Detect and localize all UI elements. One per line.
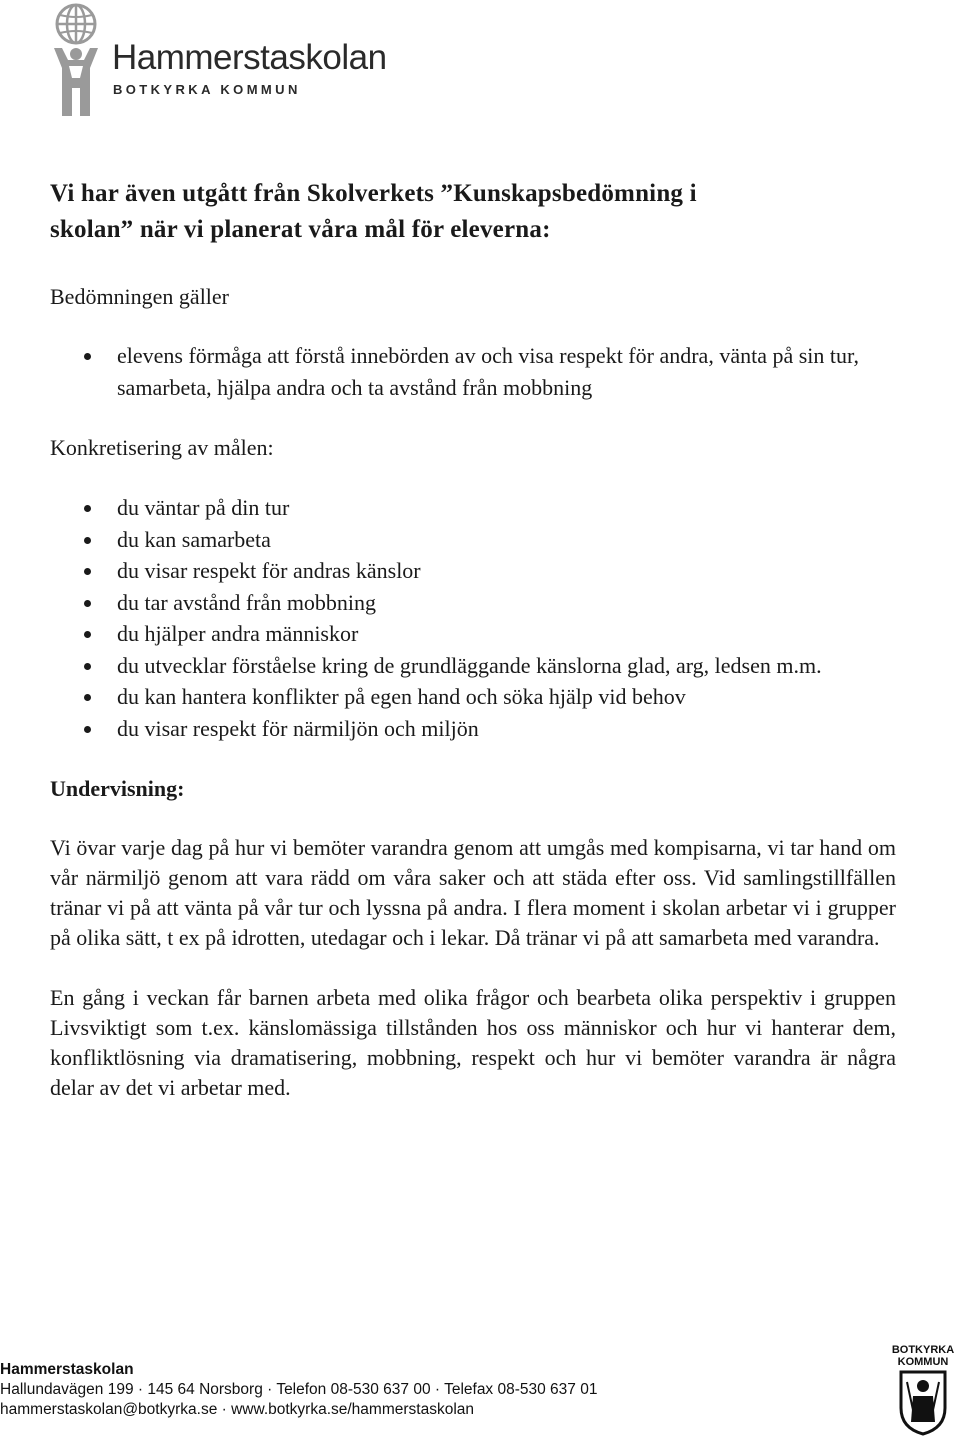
header-logo <box>50 2 470 120</box>
municipality-emblem <box>886 1340 960 1437</box>
list-item: du kan hantera konflikter på egen hand och söka hjälp vid behov <box>117 681 896 713</box>
assessment-list <box>50 340 896 403</box>
list-item: du kan samarbeta <box>117 524 896 556</box>
footer <box>0 1360 597 1420</box>
list-item: du väntar på din tur <box>117 492 896 524</box>
document-body <box>50 176 896 1103</box>
intro-heading <box>50 176 896 248</box>
teaching-paragraph-1: Vi övar varje dag på hur vi bemöter varandra genom att umgås med kompisarna, vi tar hand om vår närmiljö genom att vara rädd om våra saker och att städa efter oss. Vid samlingstillfällen tränar vi på att vänta på vår tur och lyssna på andra. I flera moment i skolan arbetar vi i grupper på olika sätt, t ex på idrotten, utedagar och i lekar. Då tränar vi på att samarbeta med varandra. <box>50 835 896 950</box>
municipality-name-logo: BOTKYRKA KOMMUN <box>113 82 301 97</box>
school-globe-figure-icon <box>50 2 102 118</box>
footer-address: Hallundavägen 199 · 145 64 Norsborg · Telefon 08-530 637 00 · Telefax 08-530 637 01 <box>0 1381 598 1398</box>
emblem-line-1: BOTKYRKA <box>891 1344 955 1356</box>
teaching-label: Undervisning: <box>50 776 185 801</box>
intro-line-1: Vi har även utgått från Skolverkets ”Kunskapsbedömning i <box>50 180 697 207</box>
school-name-logo: Hammerstaskolan <box>112 38 387 77</box>
list-item: du visar respekt för andras känslor <box>117 555 896 587</box>
intro-line-2: skolan” när vi planerat våra mål för eleverna: <box>50 216 551 243</box>
assessment-label: Bedömningen gäller <box>50 284 230 309</box>
list-item: du visar respekt för närmiljön och miljön <box>117 713 896 745</box>
list-item: du tar avstånd från mobbning <box>117 587 896 619</box>
emblem-line-2: KOMMUN <box>897 1356 949 1368</box>
goals-list <box>50 492 896 744</box>
teaching-paragraph-2: En gång i veckan får barnen arbeta med olika frågor och bearbeta olika perspektiv i gruppen Livsviktigt som t.ex. känslomässiga tillstånden hos oss människor och hur vi hanterar dem, konfliktlösning via dramatisering, mobbning, respekt och hur vi bemöter varandra är några delar av det vi arbetar med. <box>50 985 896 1100</box>
list-item: du hjälper andra människor <box>117 618 896 650</box>
footer-contact: hammerstaskolan@botkyrka.se · www.botkyrka.se/hammerstaskolan <box>0 1401 475 1418</box>
list-item: du utvecklar förståelse kring de grundläggande känslorna glad, arg, ledsen m.m. <box>117 650 896 682</box>
goals-label: Konkretisering av målen: <box>50 435 274 460</box>
footer-school-name: Hammerstaskolan <box>0 1361 134 1378</box>
coat-of-arms-icon <box>899 1370 947 1436</box>
list-item: elevens förmåga att förstå innebörden av och visa respekt för andra, vänta på sin tur, samarbeta, hjälpa andra och ta avstånd från mobbning <box>117 340 896 403</box>
